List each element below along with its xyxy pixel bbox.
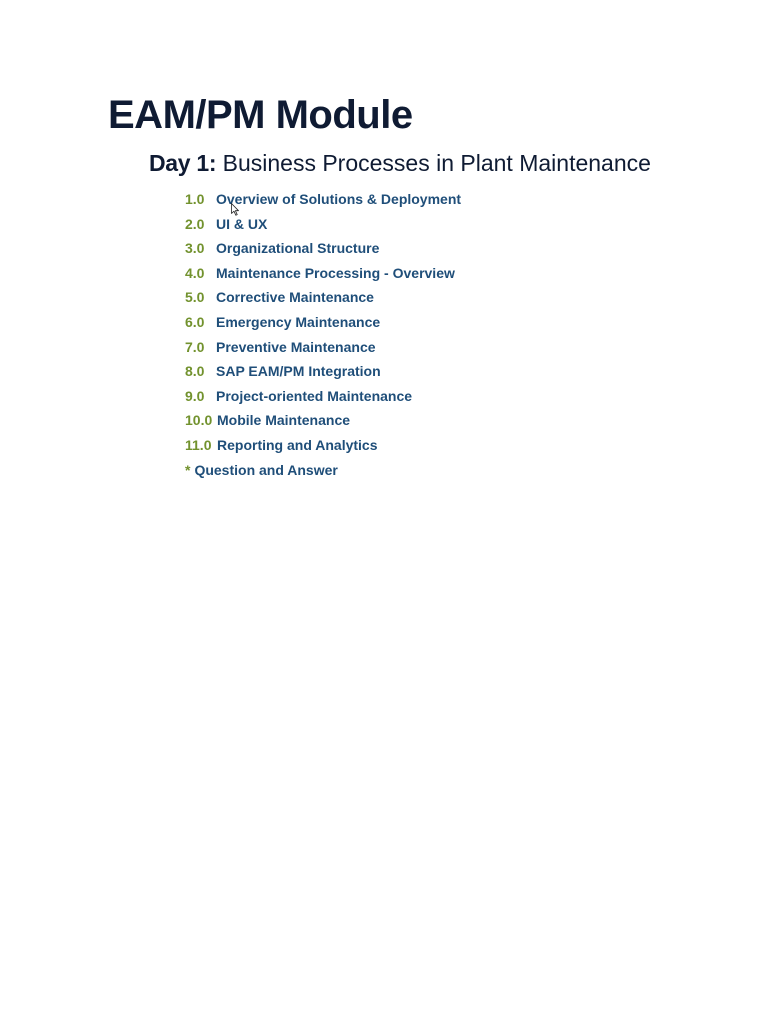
topic-number: 1.0 [185, 191, 205, 207]
topic-label: Overview of Solutions & Deployment [216, 191, 462, 207]
topic-number: 5.0 [185, 289, 205, 306]
qa-label: Question and Answer [194, 461, 338, 478]
day-subject: Business Processes in Plant Maintenance [222, 150, 651, 176]
topic-number: 4.0 [185, 264, 205, 281]
topic-number: 10.0 [185, 412, 213, 429]
topic-label: Mobile Maintenance [217, 412, 351, 429]
topic-label: Maintenance Processing - Overview [216, 264, 455, 281]
topic-number: 2.0 [185, 215, 205, 232]
topic-label: Corrective Maintenance [216, 289, 374, 306]
topic-number: 8.0 [185, 363, 205, 380]
topic-item-9 [185, 384, 461, 409]
topic-item-5 [185, 285, 461, 310]
topic-item-3 [185, 236, 461, 261]
topic-item-8 [185, 359, 461, 384]
mouse-pointer-icon [231, 203, 239, 216]
topic-label: UI & UX [216, 215, 268, 232]
topic-number: 6.0 [185, 313, 205, 330]
topic-label: SAP EAM/PM Integration [216, 363, 381, 380]
topic-item-qa [185, 458, 461, 483]
topic-number: 7.0 [185, 338, 205, 355]
day-heading [149, 148, 651, 178]
topic-label: Project-oriented Maintenance [216, 387, 413, 404]
topic-label: Organizational Structure [216, 240, 380, 257]
topic-label: Preventive Maintenance [216, 338, 376, 355]
topic-label: Emergency Maintenance [216, 313, 381, 330]
page-title: EAM/PM Module [108, 93, 413, 137]
topic-item-7 [185, 335, 461, 360]
topic-item-4 [185, 261, 461, 286]
topic-number: 9.0 [185, 387, 205, 404]
topic-label: Reporting and Analytics [217, 436, 378, 453]
topic-item-2 [185, 212, 461, 237]
topic-list [185, 187, 461, 482]
topic-item-1 [185, 187, 461, 212]
qa-marker: * [185, 461, 191, 478]
topic-item-10 [185, 408, 461, 433]
day-label: Day 1: [149, 150, 217, 176]
topic-item-11 [185, 433, 461, 458]
topic-item-6 [185, 310, 461, 335]
topic-number: 3.0 [185, 240, 205, 257]
topic-number: 11.0 [185, 436, 212, 453]
